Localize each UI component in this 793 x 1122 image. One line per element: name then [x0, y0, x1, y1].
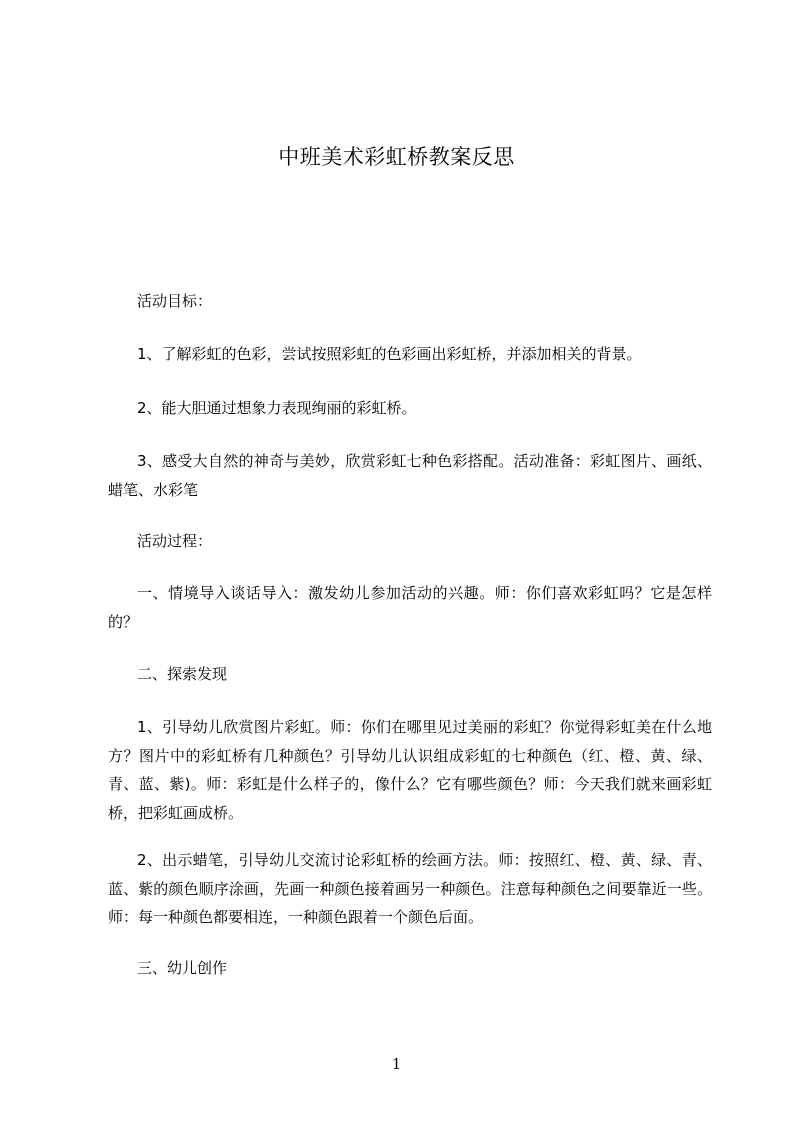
paragraph-step-2-2: 2、出示蜡笔，引导幼儿交流讨论彩虹桥的绘画方法。师：按照红、橙、黄、绿、青、蓝、紫的颜色顺序涂画，先画一种颜色接着画另一种颜色。注意每种颜色之间要靠近一些。师：每一种颜色都要相连，一种颜色跟着一个颜色后面。: [108, 851, 712, 926]
paragraph-step-2-heading: 二、探索发现: [137, 665, 228, 683]
paragraph-objective-2: 2、能大胆通过想象力表现绚丽的彩虹桥。: [137, 399, 417, 417]
paragraph-objective-3: 3、感受大自然的神奇与美妙，欣赏彩虹七种色彩搭配。活动准备：彩虹图片、画纸、蜡笔、水彩笔: [108, 452, 712, 499]
paragraph-process-heading: 活动过程：: [137, 532, 213, 550]
page-number: 1: [391, 1055, 402, 1073]
paragraph-objective-1: 1、了解彩虹的色彩，尝试按照彩虹的色彩画出彩虹桥，并添加相关的背景。: [137, 345, 642, 363]
document-title: 中班美术彩虹桥教案反思: [278, 145, 515, 169]
paragraph-step-2-1: 1、引导幼儿欣赏图片彩虹。师：你们在哪里见过美丽的彩虹？你觉得彩虹美在什么地方？图片中的彩虹桥有几种颜色？引导幼儿认识组成彩虹的七种颜色（红、橙、黄、绿、青、蓝、紫)。师：彩虹是什么样子的，像什么？它有哪些颜色？师：今天我们就来画彩虹桥，把彩虹画成桥。: [108, 718, 712, 822]
paragraph-step-1: 一、情境导入谈话导入：激发幼儿参加活动的兴趣。师：你们喜欢彩虹吗？它是怎样的？: [108, 584, 712, 631]
paragraph-step-3-heading: 三、幼儿创作: [137, 959, 228, 977]
paragraph-objectives-heading: 活动目标：: [137, 292, 213, 310]
